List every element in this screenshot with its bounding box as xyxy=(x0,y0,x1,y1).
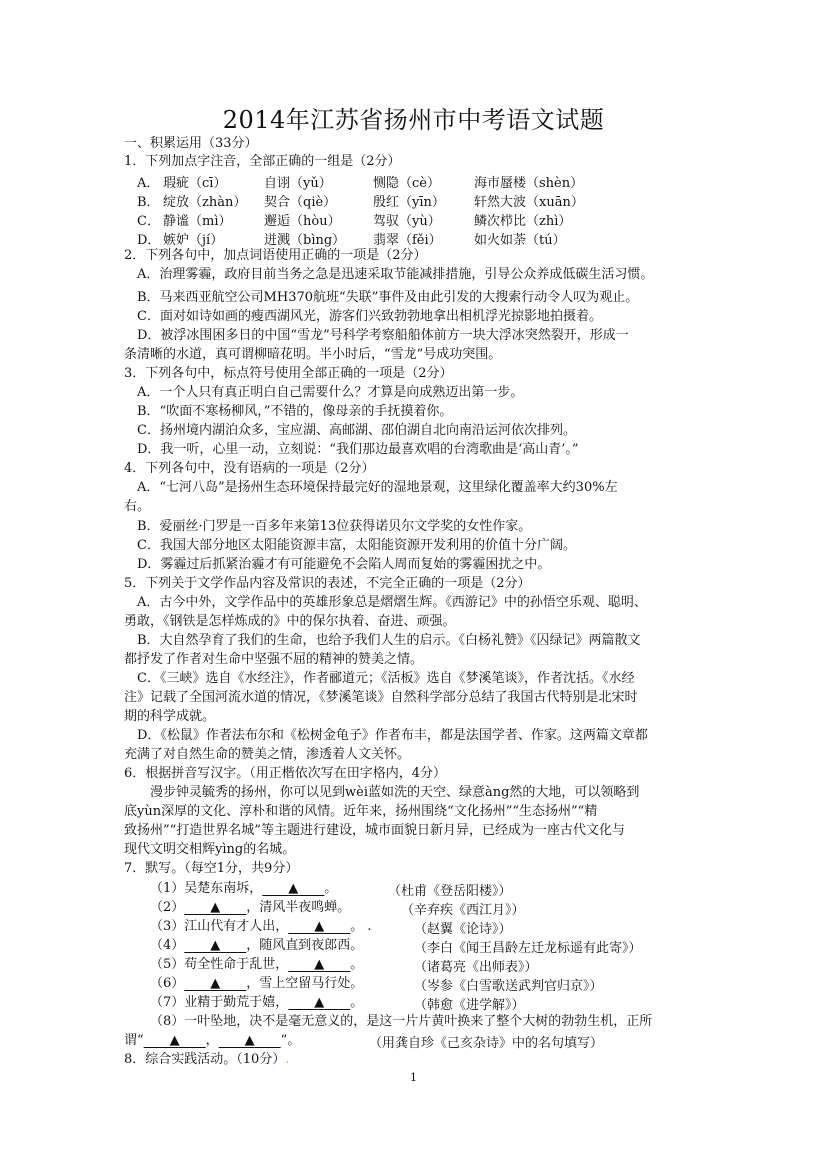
recitation-prefix: （7）业精于勤荒于嬉， xyxy=(150,995,289,1010)
recitation-source: （李白《闻王昌龄左迁龙标遥有此寄》） xyxy=(414,941,642,956)
answer-blank[interactable] xyxy=(184,937,246,954)
recitation-prefix: （6） xyxy=(150,976,185,991)
recitation-source: （赵翼《论诗》） xyxy=(414,922,512,937)
question-4-option-b: B．爱丽丝·门罗是一百多年来第13位获得诺贝尔文学奖的女性作家。 xyxy=(137,519,532,534)
answer-blank[interactable] xyxy=(288,994,350,1011)
question-8-stem xyxy=(124,1051,289,1068)
blank-marker: ▲ xyxy=(210,900,221,915)
option-item: 海市蜃楼（shèn） xyxy=(474,176,584,191)
answer-blank[interactable] xyxy=(219,1032,281,1049)
recitation-source: （杜甫《登岳阳楼》） xyxy=(388,884,512,899)
option-item: 静谧（mì） xyxy=(163,214,232,229)
recitation-suffix: 。 . xyxy=(350,919,372,934)
recitation-suffix: ，清风半夜鸣蝉。 xyxy=(246,900,351,915)
recitation-item-7 xyxy=(150,994,363,1011)
question-4-option-a-cont: 右。 xyxy=(124,499,151,514)
recitation-source: （辛弃疾《西江月》） xyxy=(401,903,525,918)
question-3-stem: 3．下列各句中，标点符号使用全部正确的一项是（2分） xyxy=(124,366,453,381)
blank-marker: ▲ xyxy=(210,938,221,953)
question-6-passage: 现代文明交相辉yìng的名城。 xyxy=(124,842,296,857)
question-4-option-c: C．我国大部分地区太阳能资源丰富，太阳能资源开发利用的价值十分广阔。 xyxy=(137,538,576,553)
recitation-prefix: （5）苟全性命于乱世， xyxy=(150,957,289,972)
answer-blank[interactable] xyxy=(288,918,350,935)
recitation-separator: ， xyxy=(205,1033,219,1048)
question-5-option-c-cont: 注》记载了全国河流水道的情况，《梦溪笔谈》自然科学部分总结了我国古代特别是北宋时 xyxy=(124,690,638,705)
section-heading: 一、积累运用（33分） xyxy=(124,136,258,151)
recitation-suffix: ”。 xyxy=(280,1033,301,1048)
question-6-passage: 漫步钟灵毓秀的扬州，你可以见到wèi蓝如洗的天空、绿意àng然的大地，可以领略到 xyxy=(150,785,640,800)
recitation-suffix: 。 xyxy=(350,957,364,972)
option-label: C． xyxy=(137,214,160,229)
question-4-option-d: D．雾霾过后抓紧治霾才有可能避免不会陷人周而复始的雾霾困扰之中。 xyxy=(137,557,551,572)
question-5-option-a: A．古今中外，文学作品中的英雄形象总是熠熠生辉。《西游记》中的孙悟空乐观、聪明、 xyxy=(137,595,647,610)
question-8-text: 8．综合实践活动。（10分） xyxy=(124,1052,286,1067)
recitation-prefix: （2） xyxy=(150,900,185,915)
option-item: 绽放（zhàn） xyxy=(163,195,247,210)
blank-marker: ▲ xyxy=(169,1033,180,1048)
question-6-passage: 致扬州”“打造世界名城”等主题进行建设，城市面貌日新月异，已经成为一座古代文化与 xyxy=(124,823,625,838)
option-item: 轩然大波（xuān） xyxy=(474,195,584,210)
recitation-item-5 xyxy=(150,956,363,973)
recitation-item-3 xyxy=(150,918,372,935)
blank-marker: ▲ xyxy=(314,919,325,934)
recitation-prefix: （1）吴楚东南坼， xyxy=(150,881,263,896)
option-item: 邂逅（hòu） xyxy=(264,214,341,229)
stray-mark: . xyxy=(285,1052,290,1067)
recitation-item-8-cont xyxy=(124,1032,300,1049)
question-2-stem: 2．下列各句中，加点词语使用正确的一项是（2分） xyxy=(124,248,427,263)
option-item: 契合（qiè） xyxy=(264,195,337,210)
blank-marker: ▲ xyxy=(288,881,299,896)
recitation-prefix: （3）江山代有才人出， xyxy=(150,919,289,934)
recitation-item-4 xyxy=(150,937,363,954)
question-4-stem: 4．下列各句中，没有语病的一项是（2分） xyxy=(124,461,375,476)
option-label: B． xyxy=(137,195,160,210)
question-2-option-b: B．马来西亚航空公司MH370航班“失联”事件及由此引发的大搜索行动令人叹为观止。 xyxy=(137,290,639,305)
recitation-source: （用龚自珍《己亥杂诗》中的名句填写） xyxy=(369,1036,604,1051)
blank-marker: ▲ xyxy=(210,976,221,991)
option-item: 嫉妒（jí） xyxy=(163,233,224,248)
answer-blank[interactable] xyxy=(262,880,324,897)
option-item: 鳞次栉比（zhì） xyxy=(474,214,572,229)
question-4-option-a: A．“七河八岛”是扬州生态环境保持最完好的湿地景观，这里绿化覆盖率大约30%左 xyxy=(137,480,618,495)
question-5-option-d: D．《松鼠》作者法布尔和《松树金龟子》作者布丰，都是法国学者、作家。这两篇文章都 xyxy=(137,728,648,743)
question-5-option-d-cont: 充满了对自然生命的赞美之情，渗透着人文关怀。 xyxy=(124,747,411,762)
recitation-prefix: 谓“ xyxy=(124,1033,144,1048)
question-5-option-b: B．大自然孕育了我们的生命，也给予我们人生的启示。《白杨礼赞》《囚绿记》两篇散文 xyxy=(137,633,641,648)
question-2-option-a: A．治理雾霾，政府目前当务之急是迅速采取节能减排措施，引导公众养成低碳生活习惯。 xyxy=(137,267,654,282)
answer-blank[interactable] xyxy=(184,899,246,916)
question-5-option-c: C．《三峡》选自《水经注》，作者郦道元；《活板》选自《梦溪笔谈》，作者沈括。《水经 xyxy=(137,671,635,686)
recitation-source: （韩愈《进学解》） xyxy=(414,998,525,1013)
blank-marker: ▲ xyxy=(314,957,325,972)
recitation-suffix: ，雪上空留马行处。 xyxy=(246,976,364,991)
option-item: 驾驭（yù） xyxy=(373,214,441,229)
question-7-stem: 7．默写。（每空1分，共9分） xyxy=(124,861,299,876)
question-3-option-b: B．“吹面不寒杨柳风，”不错的，像母亲的手抚摸着你。 xyxy=(137,404,453,419)
recitation-item-2 xyxy=(150,899,350,916)
page-title: 2014年江苏省扬州市中考语文试题 xyxy=(222,106,605,134)
option-label: A． xyxy=(137,176,160,191)
question-5-option-a-cont: 勇敢，《钢铁是怎样炼成的》中的保尔执着、奋进、顽强。 xyxy=(124,614,456,629)
recitation-suffix: 。 xyxy=(324,881,338,896)
question-5-option-b-cont: 都抒发了作者对生命中坚强不屈的精神的赞美之情。 xyxy=(124,652,424,667)
recitation-source: （岑参《白雪歌送武判官归京》） xyxy=(414,979,603,994)
page-number: 1 xyxy=(410,1071,417,1084)
option-item: 迸溅（bìng） xyxy=(264,233,346,248)
recitation-suffix: ，随风直到夜郎西。 xyxy=(246,938,364,953)
question-5-option-c-cont: 期的科学成就。 xyxy=(124,709,216,724)
answer-blank[interactable] xyxy=(184,975,246,992)
answer-blank[interactable] xyxy=(144,1032,206,1049)
question-3-option-c: C．扬州境内湖泊众多，宝应湖、高邮湖、邵伯湖自北向南沿运河依次排列。 xyxy=(137,423,576,438)
recitation-prefix: （4） xyxy=(150,938,185,953)
option-item: 自诩（yǔ） xyxy=(264,176,332,191)
blank-marker: ▲ xyxy=(314,995,325,1010)
option-item: 恻隐（cè） xyxy=(373,176,440,191)
question-3-option-a: A．一个人只有真正明白自己需要什么？才算是向成熟迈出第一步。 xyxy=(137,385,524,400)
recitation-suffix: 。 xyxy=(350,995,364,1010)
answer-blank[interactable] xyxy=(288,956,350,973)
option-item: 瑕疵（cī） xyxy=(163,176,227,191)
question-3-option-d: D．我一听，心里一动，立刻说：“我们那边最喜欢唱的台湾歌曲是‘高山青’。” xyxy=(137,442,579,457)
recitation-item-1 xyxy=(150,880,337,897)
blank-marker: ▲ xyxy=(244,1033,255,1048)
option-label: D． xyxy=(137,233,161,248)
question-6-stem: 6．根据拼音写汉字。（用正楷依次写在田字格内，4分） xyxy=(124,766,447,781)
recitation-item-6 xyxy=(150,975,363,992)
recitation-item-8: （8）一叶坠地，决不是毫无意义的，是这一片片黄叶换来了整个大树的勃勃生机，正所 xyxy=(150,1014,653,1029)
option-item: 翡翠（fěi） xyxy=(373,233,442,248)
question-1-stem: 1．下列加点字注音，全部正确的一组是（2分） xyxy=(124,154,401,169)
question-2-option-d-cont: 条清晰的水道，真可谓柳暗花明。半小时后，“雪龙”号成功突围。 xyxy=(124,347,502,362)
question-6-passage: 底yùn深厚的文化、淳朴和谐的风情。近年来，扬州围绕“文化扬州”“生态扬州”“精 xyxy=(124,804,598,819)
option-item: 殷红（yīn） xyxy=(373,195,445,210)
question-5-stem: 5．下列关于文学作品内容及常识的表述，不完全正确的一项是（2分） xyxy=(124,576,531,591)
recitation-source: （诸葛亮《出师表》） xyxy=(414,960,538,975)
question-2-option-d: D．被浮冰围困多日的中国“雪龙”号科学考察船船体前方一块大浮冰突然裂开，形成一 xyxy=(137,328,629,343)
option-item: 如火如荼（tú） xyxy=(474,233,566,248)
question-2-option-c: C．面对如诗如画的瘦西湖风光，游客们兴致勃勃地拿出相机浮光掠影地拍摄着。 xyxy=(137,309,602,324)
